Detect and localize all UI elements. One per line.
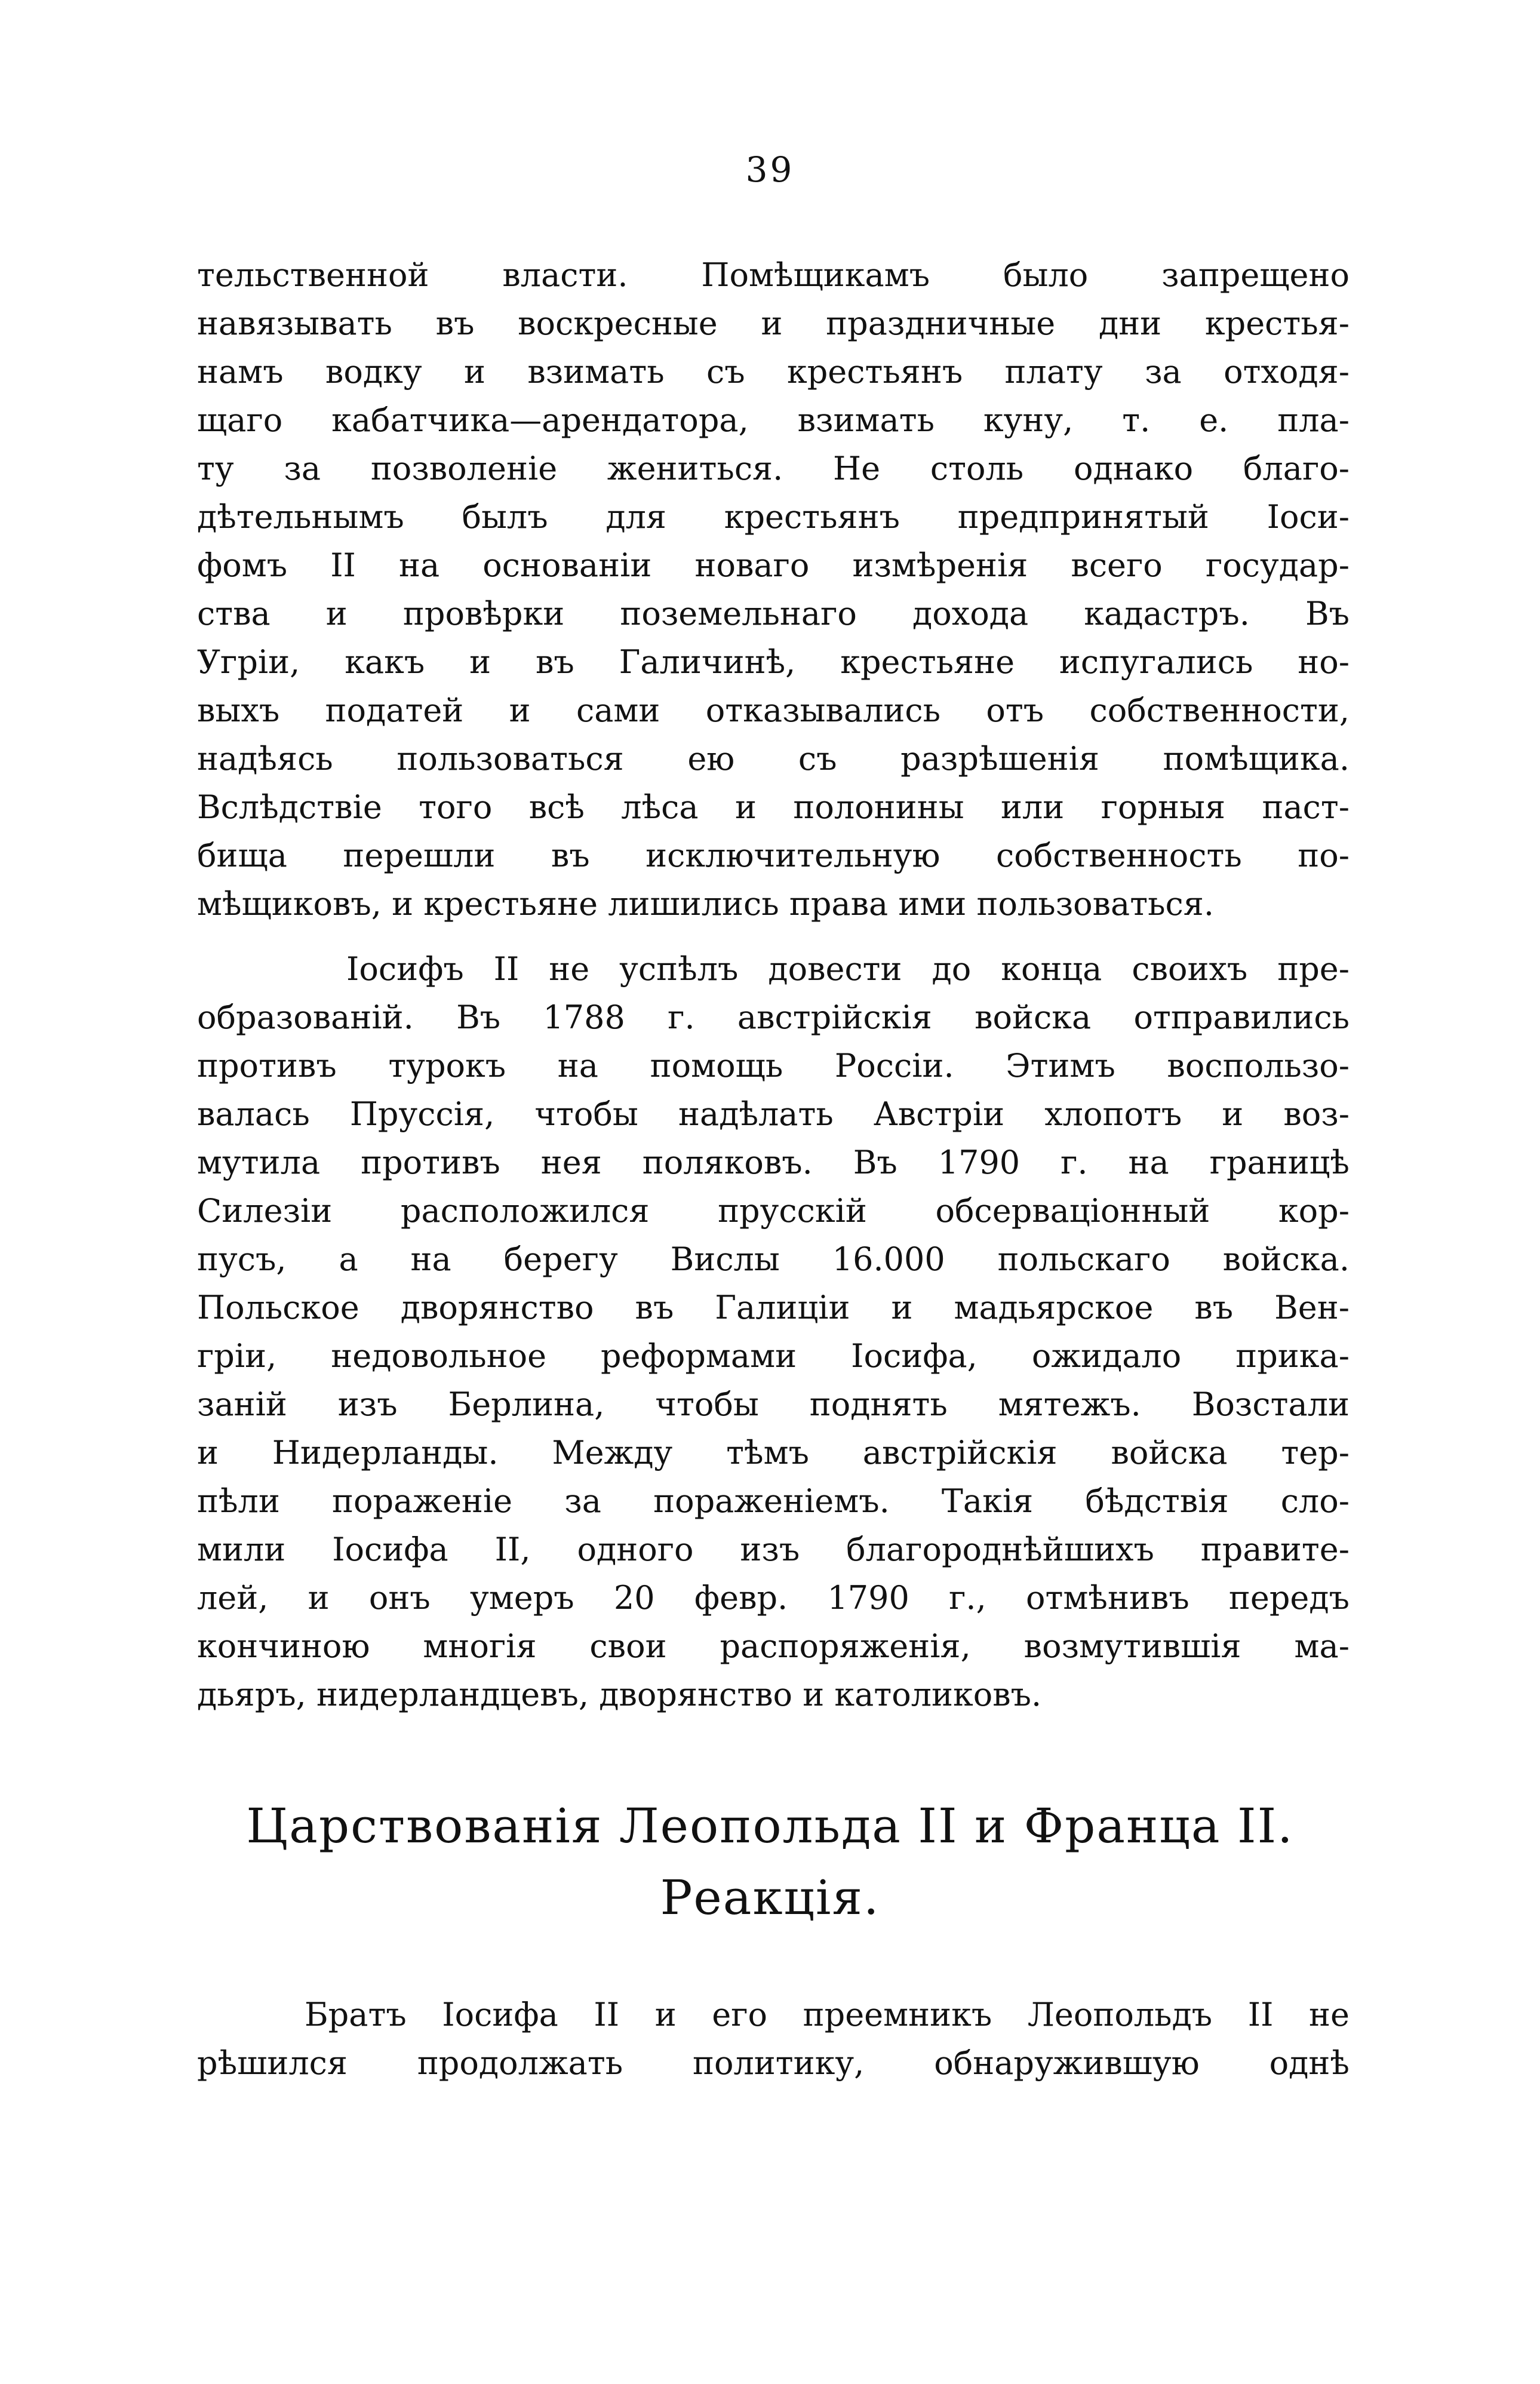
text-line: навязывать въ воскресные и праздничные дни крестья- (197, 305, 1350, 342)
text-line: щаго кабатчика—арендатора, взимать куну, т. е. пла- (197, 401, 1350, 439)
text-line: пусъ, а на берегу Вислы 16.000 польскаго войска. (197, 1240, 1350, 1278)
text-line: фомъ II на основаніи новаго измѣренія всего государ- (197, 546, 1350, 584)
text-line: лей, и онъ умеръ 20 февр. 1790 г., отмѣнивъ передъ (197, 1579, 1350, 1617)
paragraph-leopold (197, 1990, 1350, 2087)
text-line: бища перешли въ исключительную собственность по- (197, 837, 1350, 874)
text-line: Братъ Іосифа II и его преемникъ Леопольдъ II не (305, 1996, 1350, 2033)
text-line: Вслѣдствіе того всѣ лѣса и полонины или горныя паст- (197, 788, 1350, 826)
text-line: заній изъ Берлина, чтобы поднять мятежъ. Возстали (197, 1385, 1350, 1423)
text-line: кончиною многія свои распоряженія, возмутившія ма- (197, 1627, 1350, 1665)
paragraph-joseph-reforms (197, 945, 1350, 1719)
text-line: образованій. Въ 1788 г. австрійскія войска отправились (197, 999, 1350, 1036)
text-line: ту за позволеніе жениться. Не столь однако благо- (197, 450, 1350, 487)
text-line: мутила противъ нея поляковъ. Въ 1790 г. на границѣ (197, 1144, 1350, 1181)
section-heading: Царствованія Леопольда II и Франца II. (246, 1798, 1294, 1854)
section-heading-subtitle: Реакція. (660, 1870, 880, 1925)
text-line: ства и провѣрки поземельнаго дохода кадастръ. Въ (197, 595, 1350, 632)
text-line: гріи, недовольное реформами Іосифа, ожидало прика- (197, 1337, 1350, 1375)
page-number: 39 (745, 149, 795, 190)
paragraph-serfdom (197, 251, 1350, 928)
text-line: мили Іосифа II, одного изъ благороднѣйшихъ правите- (197, 1531, 1350, 1568)
text-line: Іосифъ II не успѣлъ довести до конца своихъ пре- (346, 950, 1350, 988)
text-line: выхъ податей и сами отказывались отъ собственности, (197, 692, 1350, 729)
text-line: тельственной власти. Помѣщикамъ было запрещено (197, 256, 1350, 294)
text-line: Угріи, какъ и въ Галичинѣ, крестьяне испугались но- (197, 643, 1350, 681)
text-line: рѣшился продолжать политику, обнаружившую однѣ (197, 2044, 1350, 2082)
text-line: намъ водку и взимать съ крестьянъ плату за отходя- (197, 353, 1350, 391)
text-line: надѣясь пользоваться ею съ разрѣшенія помѣщика. (197, 740, 1350, 778)
text-line: противъ турокъ на помощь Россіи. Этимъ воспользо- (197, 1047, 1350, 1085)
text-line: валась Пруссія, чтобы надѣлать Австріи хлопотъ и воз- (197, 1095, 1350, 1133)
text-line: Силезіи расположился прусскій обсерваціонный кор- (197, 1192, 1350, 1230)
text-line: дѣтельнымъ былъ для крестьянъ предпринятый Іоси- (197, 498, 1350, 536)
text-line: пѣли пораженіе за пораженіемъ. Такія бѣдствія сло- (197, 1482, 1350, 1520)
text-line: Польское дворянство въ Галиціи и мадьярское въ Вен- (197, 1289, 1350, 1326)
text-line: и Нидерланды. Между тѣмъ австрійскія войска тер- (197, 1434, 1350, 1471)
text-line: дьяръ, нидерландцевъ, дворянство и католиковъ. (197, 1676, 1042, 1713)
text-line: мѣщиковъ, и крестьяне лишились права ими пользоваться. (197, 885, 1215, 923)
